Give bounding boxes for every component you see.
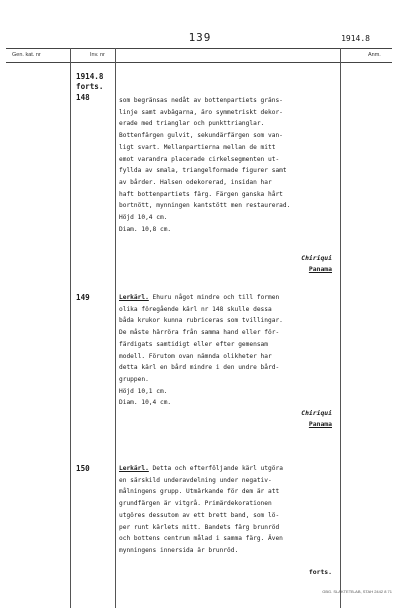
text-line: av bårder. Halsen odekorerad, insidan har	[119, 178, 272, 186]
text-line: Ehuru något mindre och till formen	[148, 294, 280, 301]
text-line: modell. Förutom ovan nämnda olikheter har	[119, 352, 272, 360]
text-line: Höjd 10,1 cm.	[119, 387, 168, 395]
text-line: Höjd 10,4 cm.	[119, 214, 168, 222]
text-line: målningens grupp. Utmärkande för dem är att	[119, 488, 280, 496]
text-line: Diam. 10,8 cm.	[119, 225, 172, 233]
text-line: Diam. 10,4 cm.	[119, 399, 172, 407]
text-line: fyllda av smala, triangelformade figurer samt	[119, 167, 287, 175]
text-line: detta kärl en bård mindre i den undre bård-	[119, 364, 280, 372]
provenance-site: Chiriqui	[301, 409, 332, 417]
text-line: en särskild underavdelning under negativ-	[119, 476, 272, 484]
inv-number: 150	[76, 464, 90, 473]
text-line: mynningens innersida är brunröd.	[119, 546, 239, 554]
continuation-marker	[212, 567, 332, 578]
text-line: per runt kärlets mitt. Bandets färg brunröd	[119, 523, 280, 531]
entry-150-inv	[76, 464, 116, 474]
column-header-row	[6, 48, 392, 63]
entry-148-provenance	[212, 253, 332, 275]
text-line: olika föregående kärl nr 148 skulle dessa	[119, 305, 272, 313]
page-number: 139	[188, 31, 212, 44]
entry-149-text	[119, 292, 337, 409]
column-divider	[115, 48, 116, 608]
inv-continued: forts.	[76, 82, 104, 92]
text-line: erade med trianglar och punkttrianglar.	[119, 120, 265, 128]
provenance-country: Panama	[308, 265, 332, 273]
text-line: utgöres dessutom av ett brett band, som lö-	[119, 511, 280, 519]
text-line: haft bottenpartiets färg. Färgen ganska hårt	[119, 190, 283, 198]
continued-label: forts.	[308, 568, 332, 576]
entry-149-provenance	[212, 408, 332, 430]
text-line: färdigats samtidigt eller efter gemensam	[119, 340, 269, 348]
entry-148-text	[119, 95, 337, 235]
text-line: som begränsas nedåt av bottenpartiets gräns-	[119, 97, 283, 104]
provenance-site: Chiriqui	[301, 254, 332, 262]
text-line: gruppen.	[119, 375, 149, 383]
text-line: grundfärgen är vitgrå. Primärdekorationen	[119, 500, 272, 508]
provenance-country: Panama	[308, 420, 332, 428]
text-line: Bottenfärgen gulvit, sekundärfärgen som van-	[119, 132, 283, 140]
print-code: GBG. SLAKTETB-AB, STAH 2442 8 71	[322, 589, 392, 594]
text-line: och bottens centrum målad i samma färg. Även	[119, 535, 283, 543]
header-inv-nr: Inv. nr	[90, 52, 105, 58]
object-type-label: Lerkärl.	[119, 465, 149, 472]
entry-149-inv	[76, 293, 116, 303]
text-line: ligt svart. Mellanpartierna mellan de mitt	[119, 143, 276, 151]
text-line: emot varandra placerade cirkelsegmenten ut-	[119, 155, 280, 163]
header-gen-kat-nr: Gen. kat. nr	[12, 52, 41, 58]
text-line: bortnött, mynningen kantstött men restaurerad.	[119, 202, 291, 210]
inv-year: 1914.8	[76, 72, 104, 81]
inv-number: 148	[76, 92, 90, 102]
text-line: Detta och efterföljande kärl utgöra	[148, 465, 283, 472]
entry-148-inv	[76, 72, 116, 103]
inv-number: 149	[76, 293, 90, 302]
object-type-label: Lerkärl.	[119, 294, 149, 301]
column-divider	[70, 48, 71, 608]
column-divider	[340, 48, 341, 608]
year-header: 1914.8	[341, 34, 370, 43]
text-line: båda krukor kunna rubriceras som tvillingar.	[119, 317, 283, 325]
text-line: linje samt avbägarna, äro symmetriskt dekor-	[119, 108, 283, 116]
header-anm: Anm.	[368, 52, 381, 58]
text-line: De måste härröra från samma hand eller för-	[119, 329, 280, 337]
entry-150-text	[119, 463, 337, 557]
